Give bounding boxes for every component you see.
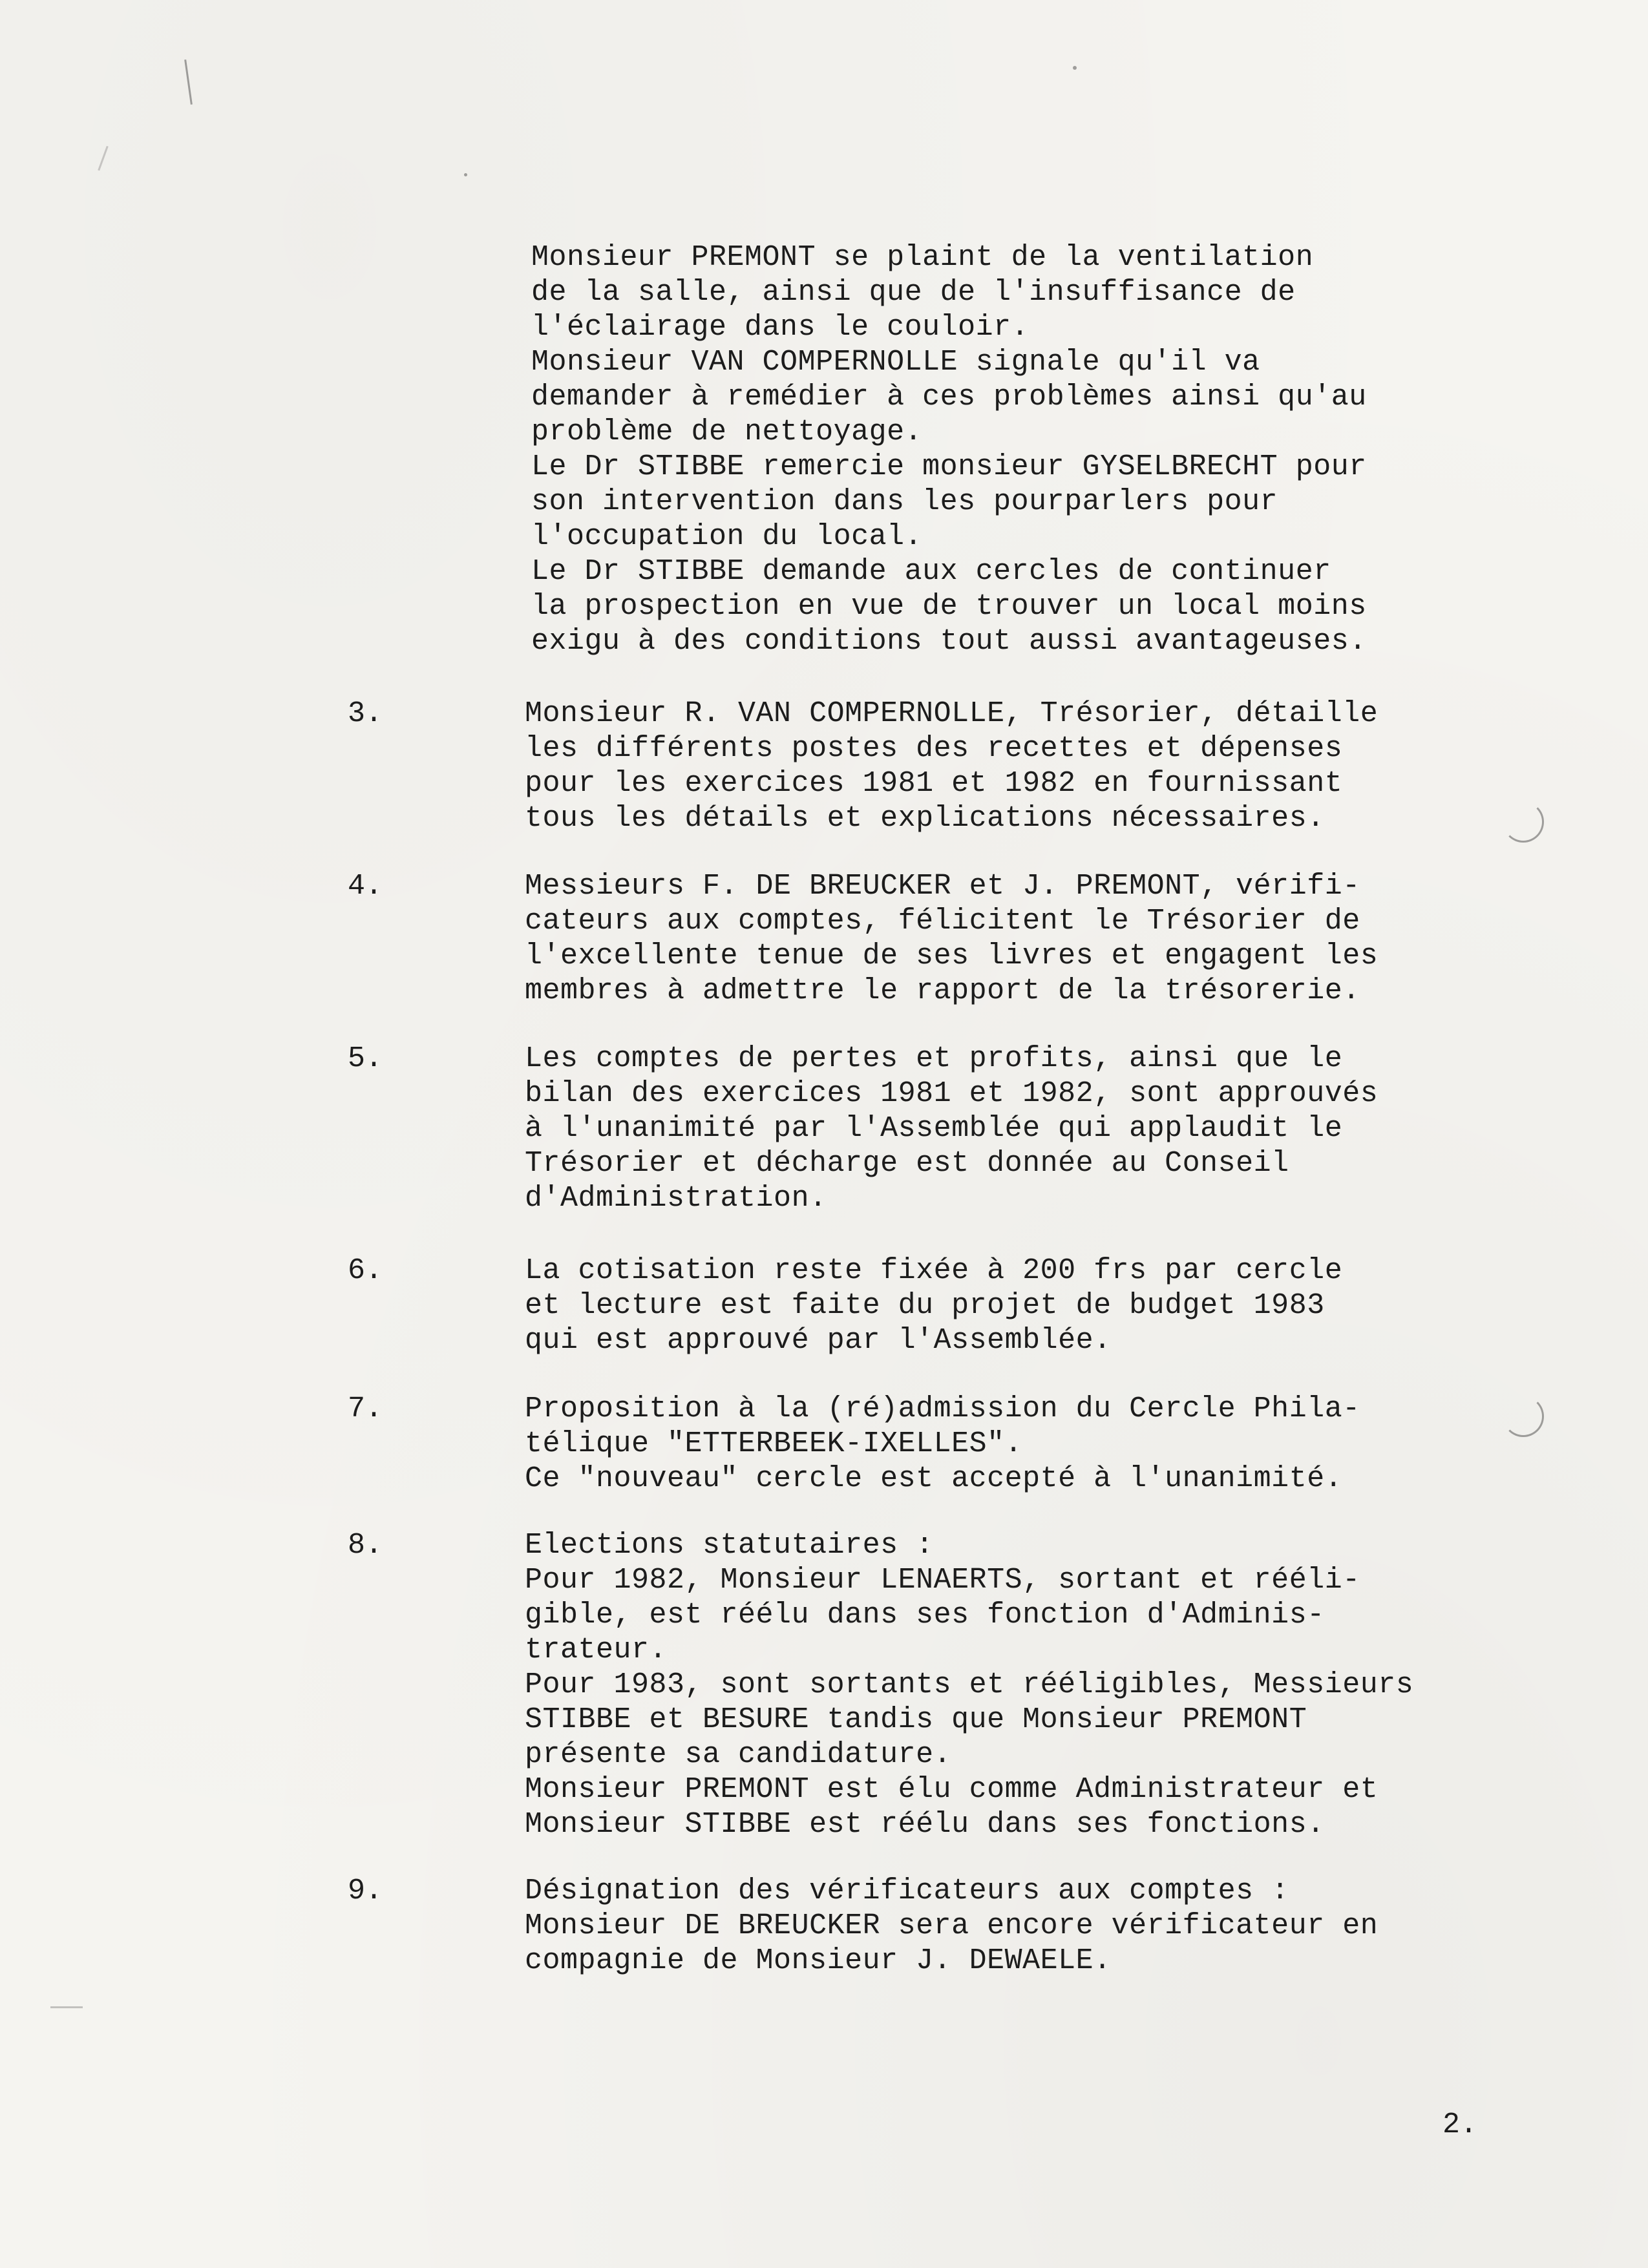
text-line: Trésorier et décharge est donnée au Conseil: [525, 1147, 1289, 1180]
text-line: les différents postes des recettes et dépenses: [525, 732, 1343, 765]
text-line: de la salle, ainsi que de l'insuffisance de: [531, 276, 1296, 309]
scan-mark: [98, 146, 108, 171]
text-line: demander à remédier à ces problèmes ainsi qu'au: [531, 381, 1367, 414]
text-line: Proposition à la (ré)admission du Cercle Phila-: [525, 1392, 1360, 1425]
text-line: l'excellente tenue de ses livres et engagent les: [525, 940, 1379, 972]
text-line: La cotisation reste fixée à 200 frs par cercle: [525, 1254, 1343, 1287]
text-line: trateur.: [525, 1633, 668, 1666]
item-number: 4.: [348, 870, 383, 903]
item-text: [525, 1254, 1559, 1358]
item-text: [525, 1874, 1559, 1979]
text-line: Pour 1983, sont sortants et rééligibles, Messieurs: [525, 1668, 1414, 1701]
text-line: Le Dr STIBBE demande aux cercles de continuer: [531, 555, 1331, 588]
item-number: 9.: [348, 1874, 383, 1907]
text-line: à l'unanimité par l'Assemblée qui applaudit le: [525, 1112, 1343, 1145]
text-line: Elections statutaires :: [525, 1529, 934, 1562]
scan-mark: [50, 2006, 83, 2008]
text-line: télique "ETTERBEEK-IXELLES".: [525, 1427, 1023, 1460]
text-line: et lecture est faite du projet de budget 1983: [525, 1289, 1325, 1322]
text-line: gible, est réélu dans ses fonction d'Adminis-: [525, 1599, 1325, 1632]
text-line: Messieurs F. DE BREUCKER et J. PREMONT, vérifi-: [525, 870, 1360, 903]
text-line: Les comptes de pertes et profits, ainsi que le: [525, 1042, 1343, 1075]
item-text: [525, 869, 1559, 1009]
text-line: présente sa candidature.: [525, 1738, 952, 1771]
text-line: cateurs aux comptes, félicitent le Trésorier de: [525, 905, 1360, 938]
text-line: Désignation des vérificateurs aux comptes :: [525, 1874, 1289, 1907]
item-number: 8.: [348, 1529, 383, 1562]
item-number: 7.: [348, 1392, 383, 1425]
text-line: compagnie de Monsieur J. DEWAELE.: [525, 1944, 1112, 1977]
text-line: Monsieur PREMONT est élu comme Administrateur et: [525, 1773, 1379, 1806]
text-line: pour les exercices 1981 et 1982 en fournissant: [525, 767, 1343, 800]
text-line: tous les détails et explications nécessaires.: [525, 802, 1325, 835]
text-line: Monsieur PREMONT se plaint de la ventilation: [531, 241, 1314, 274]
text-line: STIBBE et BESURE tandis que Monsieur PREMONT: [525, 1703, 1307, 1736]
text-line: d'Administration.: [525, 1182, 827, 1215]
page-number: 2.: [1442, 2108, 1478, 2141]
text-line: Le Dr STIBBE remercie monsieur GYSELBRECHT pour: [531, 450, 1367, 483]
intro-paragraph: [531, 240, 1514, 659]
text-line: membres à admettre le rapport de la trésorerie.: [525, 974, 1360, 1007]
text-line: son intervention dans les pourparlers pour: [531, 485, 1278, 518]
item-text: [525, 1392, 1559, 1496]
text-line: Pour 1982, Monsieur LENAERTS, sortant et rééli-: [525, 1564, 1360, 1597]
text-line: l'éclairage dans le couloir.: [531, 311, 1030, 344]
text-line: Monsieur R. VAN COMPERNOLLE, Trésorier, détaille: [525, 697, 1379, 730]
text-line: l'occupation du local.: [531, 520, 923, 553]
item-number: 5.: [348, 1042, 383, 1075]
text-line: Monsieur STIBBE est réélu dans ses fonctions.: [525, 1808, 1325, 1841]
item-number: 3.: [348, 697, 383, 730]
text-line: bilan des exercices 1981 et 1982, sont approuvés: [525, 1077, 1379, 1110]
item-text: [525, 697, 1559, 836]
scan-mark: [1073, 66, 1077, 70]
text-line: qui est approuvé par l'Assemblée.: [525, 1324, 1112, 1357]
text-line: Monsieur DE BREUCKER sera encore vérificateur en: [525, 1909, 1379, 1942]
text-line: Monsieur VAN COMPERNOLLE signale qu'il va: [531, 346, 1260, 379]
item-text: [525, 1528, 1559, 1842]
text-line: Ce "nouveau" cercle est accepté à l'unanimité.: [525, 1462, 1343, 1495]
item-text: [525, 1042, 1559, 1216]
scan-mark: [464, 173, 467, 176]
item-number: 6.: [348, 1254, 383, 1287]
text-line: exigu à des conditions tout aussi avantageuses.: [531, 625, 1367, 658]
scan-mark: [184, 59, 193, 105]
text-line: la prospection en vue de trouver un local moins: [531, 590, 1367, 623]
text-line: problème de nettoyage.: [531, 415, 923, 448]
